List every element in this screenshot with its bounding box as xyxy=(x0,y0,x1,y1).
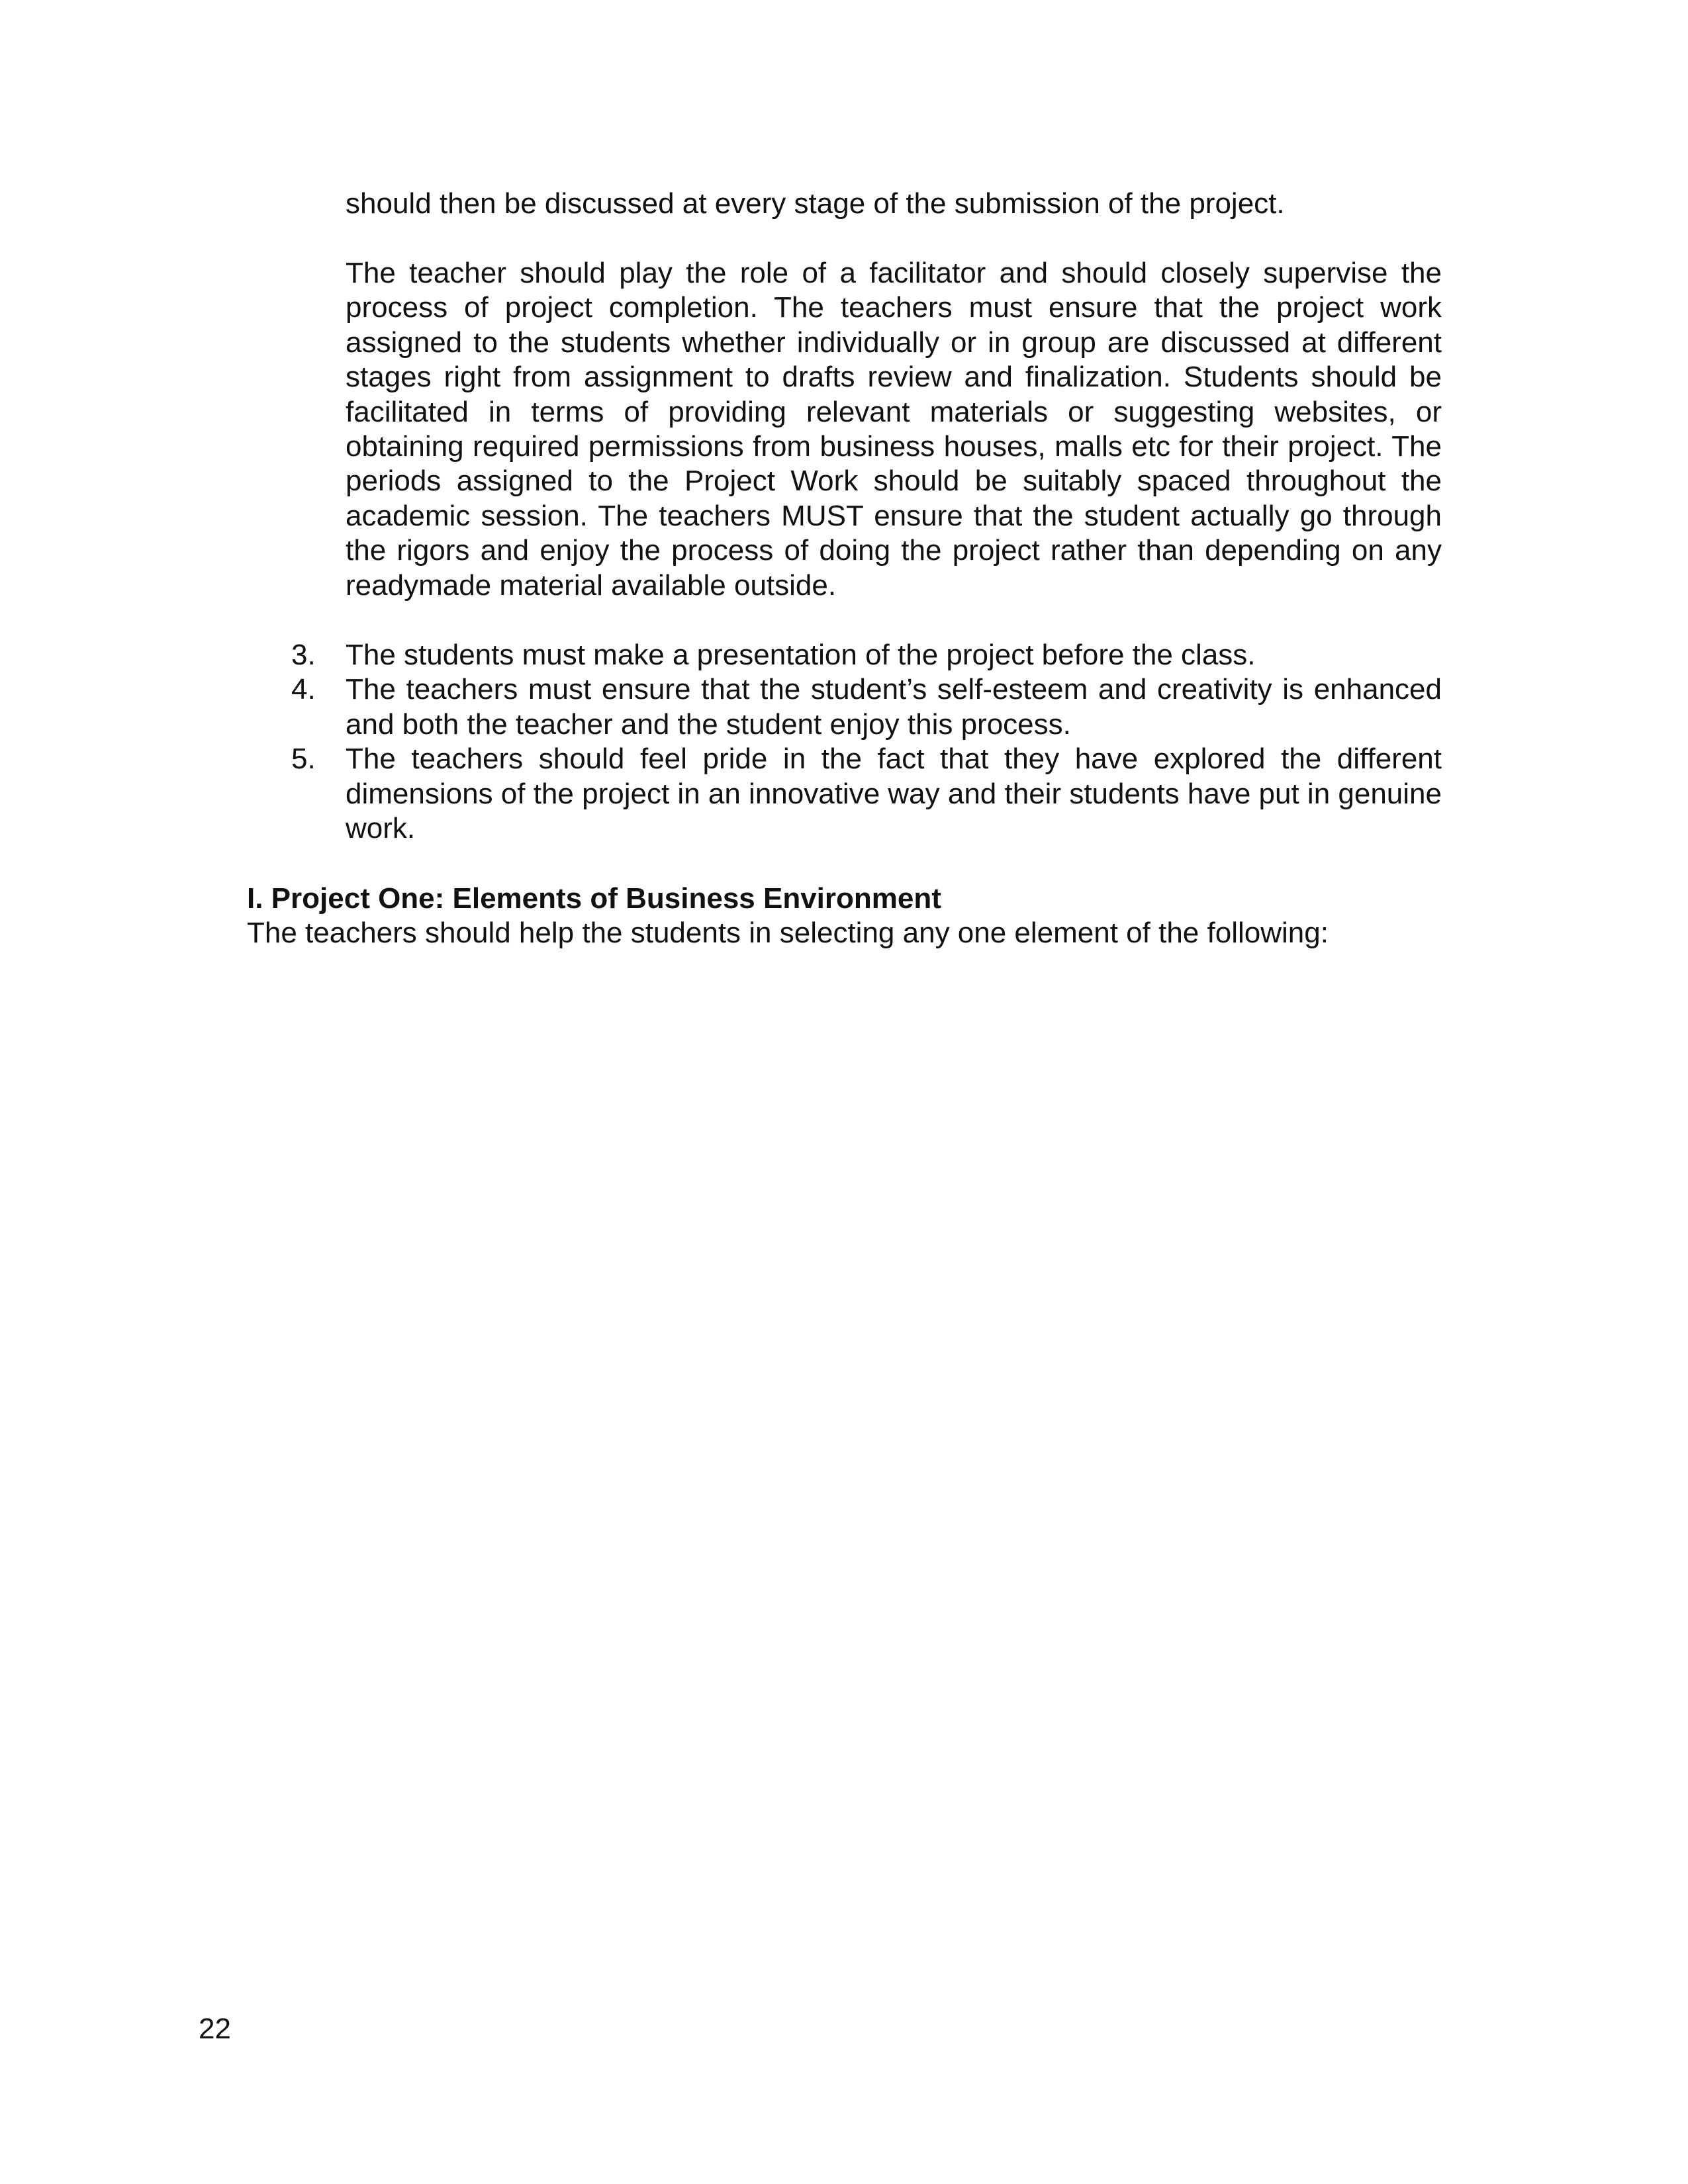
list-item-number: 4. xyxy=(291,673,316,706)
continuation-paragraph: should then be discussed at every stage of the submission of the project. xyxy=(346,187,1285,220)
list-item-text: The teachers should feel pride in the fact that they have explored the different dimensions of the project in an innovative way and their students have put in genuine work. xyxy=(346,743,1442,845)
list-item-text: The students must make a presentation of the project before the class. xyxy=(346,639,1256,671)
list-item xyxy=(291,742,1442,846)
section-heading: I. Project One: Elements of Business Environment xyxy=(247,882,941,915)
list-item-text: The teachers must ensure that the student’s self-esteem and creativity is enhanced and both the teacher and the student enjoy this process. xyxy=(346,673,1442,741)
list-item-number: 5. xyxy=(291,743,316,776)
numbered-list xyxy=(291,638,1442,846)
section-intro: The teachers should help the students in selecting any one element of the following: xyxy=(247,917,1329,949)
facilitator-paragraph: The teacher should play the role of a facilitator and should closely supervise the process of project completion. The teachers must ensure that the project work assigned to the students whether individually or in group are discussed at different stages right from assignment to drafts review and finalization. Students should be facilitated in terms of providing relevant materials or suggesting websites, or obtaining required permissions from business houses, malls etc for their project. The periods assigned to the Project Work should be suitably spaced throughout the academic session. The teachers MUST ensure that the student actually go through the rigors and enjoy the process of doing the project rather than depending on any readymade material available outside. xyxy=(346,257,1442,602)
list-item-number: 3. xyxy=(291,639,316,671)
list-item xyxy=(291,638,1442,672)
list-item xyxy=(291,672,1442,742)
page-number: 22 xyxy=(199,2013,231,2045)
